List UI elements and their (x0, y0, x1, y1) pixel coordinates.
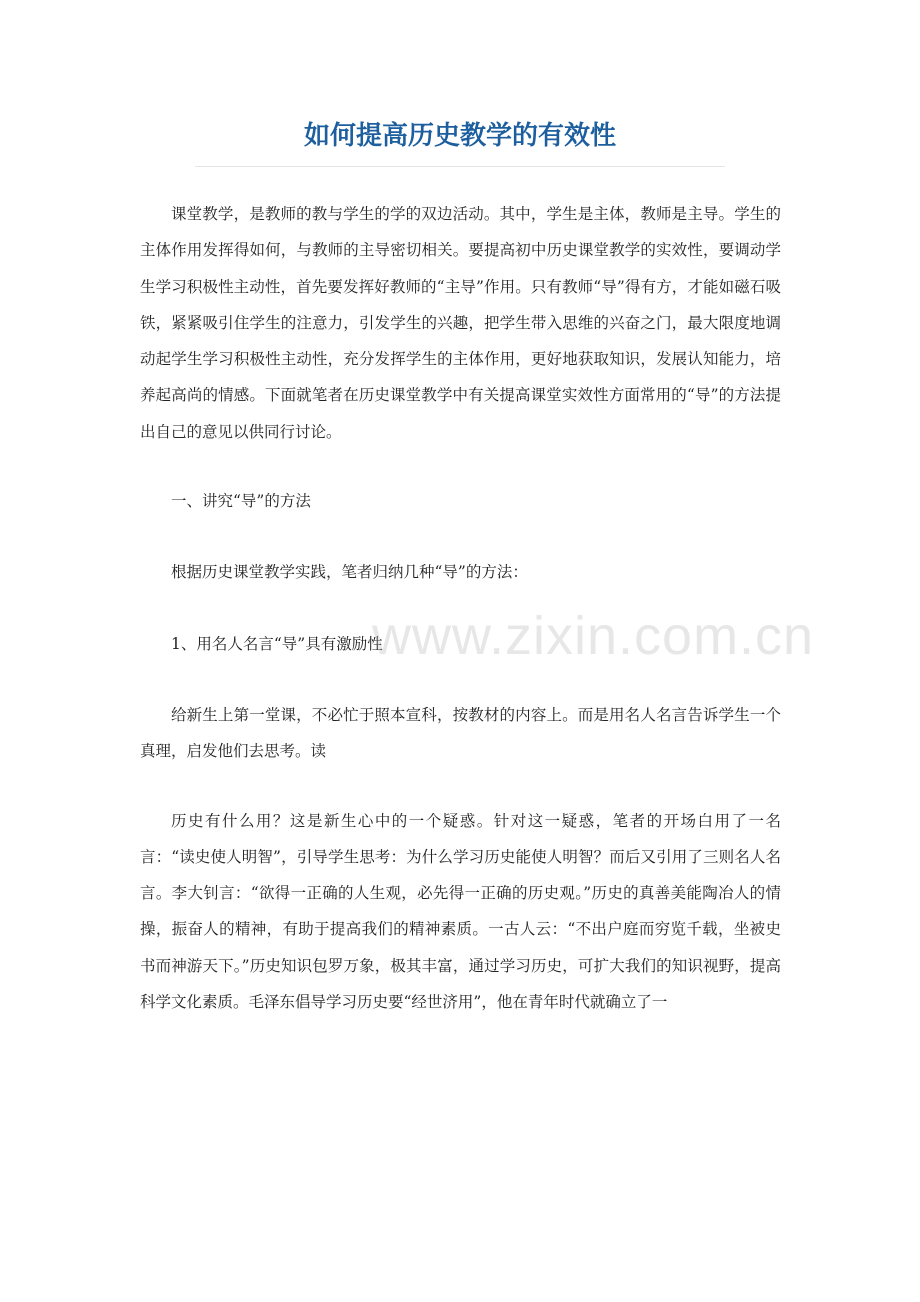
document-body (140, 196, 781, 1053)
paragraph-intro: 课堂教学，是教师的教与学生的学的双边活动。其中，学生是主体，教师是主导。学生的主体作用发挥得如何，与教师的主导密切相关。要提高初中历史课堂教学的实效性，要调动学生学习积极性主动性，首先要发挥好教师的“主导”作用。只有教师“导”得有方，才能如磁石吸铁，紧紧吸引住学生的注意力，引发学生的兴趣，把学生带入思维的兴奋之门，最大限度地调动起学生学习积极性主动性，充分发挥学生的主体作用，更好地获取知识，发展认知能力，培养起高尚的情感。下面就笔者在历史课堂教学中有关提高课堂实效性方面常用的“导”的方法提出自己的意见以供同行讨论。 (140, 205, 781, 441)
section-heading-methods: 一、讲究“导”的方法 (171, 492, 311, 511)
watermark: www.zixin.com.cn (372, 606, 815, 666)
paragraph-first-lesson: 给新生上第一堂课，不必忙于照本宣科，按教材的内容上。而是用名人名言告诉学生一个真理，启发他们去思考。读 (140, 705, 781, 761)
title-divider (195, 166, 725, 167)
document-title: 如何提高历史教学的有效性 (303, 121, 616, 151)
paragraph-history-use: 历史有什么用？这是新生心中的一个疑惑。针对这一疑惑，笔者的开场白用了一名言：“读史使人明智”，引导学生思考：为什么学习历史能使人明智？而后又引用了三则名人名言。李大钊言：“欲得一正确的人生观，必先得一正确的历史观。”历史的真善美能陶冶人的情操，振奋人的精神，有助于提高我们的精神素质。一古人云：“不出户庭而穷览千载，坐被史书而神游天下。”历史知识包罗万象，极其丰富，通过学习历史，可扩大我们的知识视野，提高科学文化素质。毛泽东倡导学习历史要“经世济用”，他在青年时代就确立了一 (140, 811, 781, 1012)
subheading-quotes: 1、用名人名言“导”具有激励性 (171, 634, 383, 653)
paragraph-methods-intro: 根据历史课堂教学实践，笔者归纳几种“导”的方法： (171, 563, 528, 582)
